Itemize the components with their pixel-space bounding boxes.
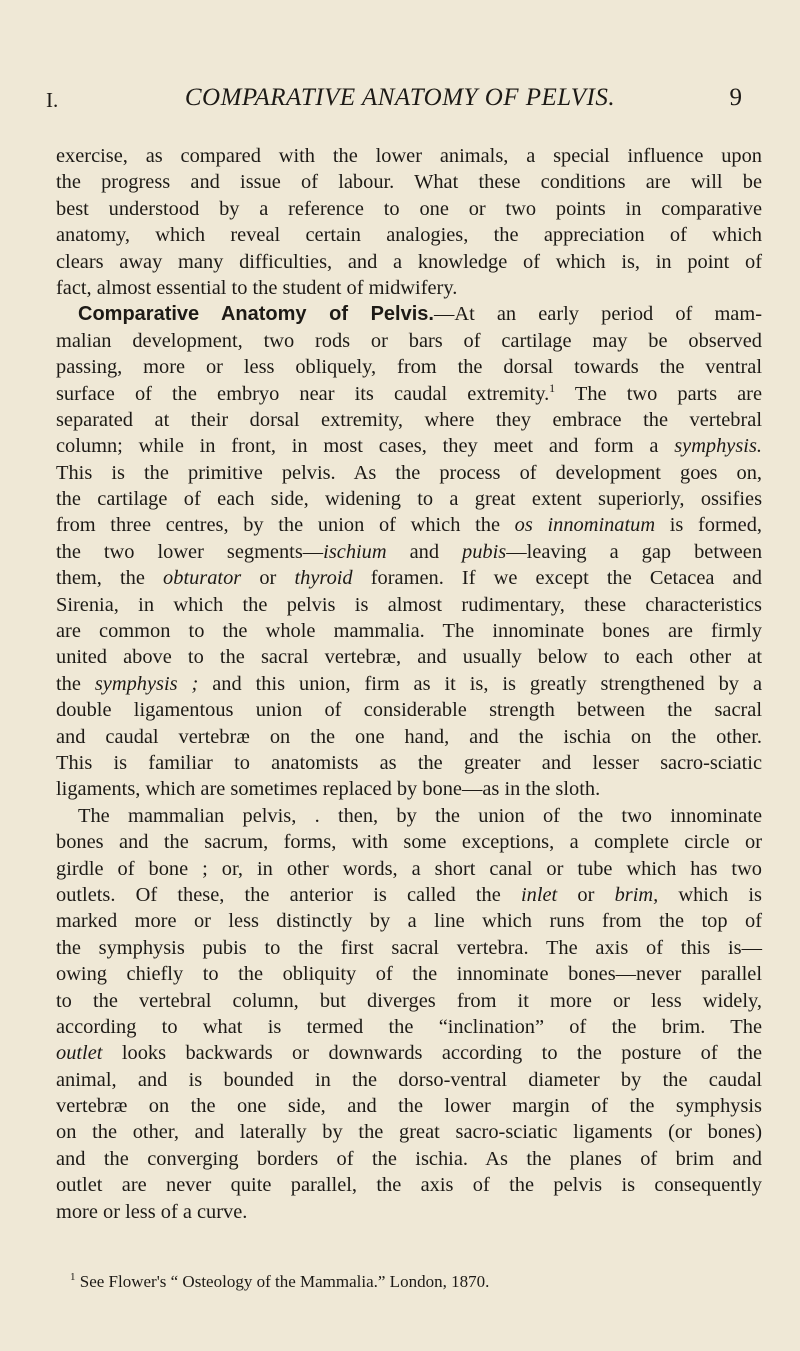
text-fragment: —At an early period of mam-: [433, 303, 763, 326]
running-title: COMPARATIVE ANATOMY OF PELVIS.: [184, 84, 616, 111]
italic-term: ischium: [323, 540, 387, 563]
text-line: [56, 882, 762, 908]
text-fragment: outlets. Of these, the anterior is called the: [56, 883, 521, 906]
text-fragment: —leaving a gap between: [506, 540, 763, 563]
italic-term: symphysis ;: [94, 672, 199, 695]
text-line: Sirenia, in which the pelvis is almost rudimentary, these characteristics: [56, 593, 762, 616]
running-head: [0, 84, 800, 118]
footnote-marker: 1: [70, 1271, 76, 1283]
text-fragment: is formed,: [655, 514, 762, 537]
section-heading: Comparative Anatomy of Pelvis.: [78, 303, 434, 326]
text-fragment: from three centres, by the union of which the: [56, 514, 515, 537]
italic-term: outlet: [56, 1042, 103, 1065]
footnote: [70, 1271, 760, 1293]
chapter-numeral: I.: [46, 88, 59, 112]
footnote-text: See Flower's “ Osteology of the Mammalia.” London, 1870.: [75, 1272, 490, 1291]
text-line: marked more or less distinctly by a line which runs from the top of: [56, 910, 762, 933]
text-fragment: or: [241, 567, 295, 590]
text-line: animal, and is bounded in the dorso-ventral diameter by the caudal: [56, 1068, 762, 1091]
text-fragment: which is: [658, 883, 762, 906]
italic-term: os innominatum: [514, 514, 656, 537]
text-line: [56, 512, 762, 538]
text-line: and caudal vertebræ on the one hand, and the ischia on the other.: [56, 725, 762, 748]
text-line: ligaments, which are sometimes replaced by bone—as in the sloth.: [56, 778, 601, 801]
text-fragment: The two parts are: [555, 382, 762, 405]
italic-term: brim,: [614, 883, 659, 906]
text-line: vertebræ on the one side, and the lower margin of the symphysis: [56, 1095, 762, 1118]
text-fragment: the two lower segments—: [56, 540, 324, 563]
italic-term: pubis: [462, 540, 507, 563]
text-line: best understood by a reference to one or two points in comparative: [56, 197, 762, 220]
text-line: more or less of a curve.: [56, 1200, 248, 1223]
text-line: to the vertebral column, but diverges from it more or less widely,: [56, 989, 762, 1012]
text-line: girdle of bone ; or, in other words, a short canal or tube which has two: [56, 857, 762, 880]
text-fragment: and: [386, 540, 463, 563]
text-line: fact, almost essential to the student of midwifery.: [56, 276, 458, 299]
text-line: [56, 381, 762, 407]
text-line: owing chiefly to the obliquity of the innominate bones—never parallel: [56, 963, 762, 986]
text-line: double ligamentous union of considerable strength between the sacral: [56, 699, 762, 722]
text-line: bones and the sacrum, forms, with some exceptions, a complete circle or: [56, 831, 762, 854]
body-text: [56, 143, 762, 1225]
text-line: anatomy, which reveal certain analogies, the appreciation of which: [56, 224, 762, 247]
text-line: exercise, as compared with the lower animals, a special influence upon: [56, 145, 762, 167]
text-line: malian development, two rods or bars of cartilage may be observed: [56, 329, 762, 352]
text-line: [56, 1040, 762, 1066]
text-fragment: looks backwards or downwards according to the posture of the: [102, 1042, 762, 1065]
text-fragment: foramen. If we except the Cetacea and: [352, 567, 762, 590]
text-fragment: the: [56, 672, 95, 695]
text-line: [56, 671, 762, 697]
text-line: This is familiar to anatomists as the greater and lesser sacro-sciatic: [56, 751, 762, 774]
text-line: [56, 539, 762, 565]
text-line: the progress and issue of labour. What these conditions are will be: [56, 171, 762, 194]
text-fragment: them, the: [56, 567, 164, 590]
text-line: [56, 433, 762, 459]
text-line: according to what is termed the “inclination” of the brim. The: [56, 1015, 762, 1038]
text-fragment: and this union, firm as it is, is greatly strengthened by a: [198, 672, 762, 695]
text-line: and the converging borders of the ischia. As the planes of brim and: [56, 1147, 762, 1170]
text-line: the symphysis pubis to the first sacral vertebra. The axis of this is—: [56, 936, 762, 959]
italic-term: thyroid: [294, 567, 353, 590]
text-line: [56, 565, 762, 591]
italic-term: inlet: [520, 883, 558, 906]
text-line: are common to the whole mammalia. The innominate bones are firmly: [56, 620, 762, 643]
text-line: on the other, and laterally by the great sacro-sciatic ligaments (or bones): [56, 1121, 762, 1144]
italic-term: symphysis.: [674, 435, 762, 458]
text-line: [56, 301, 762, 327]
text-line: The mammalian pelvis, . then, by the union of the two innominate: [78, 804, 762, 827]
text-fragment: or: [557, 883, 615, 906]
text-line: united above to the sacral vertebræ, and usually below to each other at: [56, 646, 762, 669]
text-line: passing, more or less obliquely, from the dorsal towards the ventral: [56, 356, 762, 379]
text-line: clears away many difficulties, and a knowledge of which is, in point of: [56, 250, 762, 273]
text-fragment: surface of the embryo near its caudal extremity.: [56, 382, 550, 405]
italic-term: obturator: [163, 567, 242, 590]
footnote-reference: 1: [549, 380, 556, 395]
page-number: 9: [729, 84, 742, 111]
text-line: outlet are never quite parallel, the axis of the pelvis is consequently: [56, 1174, 762, 1197]
text-line: the cartilage of each side, widening to a great extent superiorly, ossifies: [56, 488, 762, 511]
text-line: separated at their dorsal extremity, where they embrace the vertebral: [56, 408, 762, 431]
text-fragment: column; while in front, in most cases, they meet and form a: [56, 435, 675, 458]
text-line: This is the primitive pelvis. As the process of development goes on,: [56, 461, 762, 484]
